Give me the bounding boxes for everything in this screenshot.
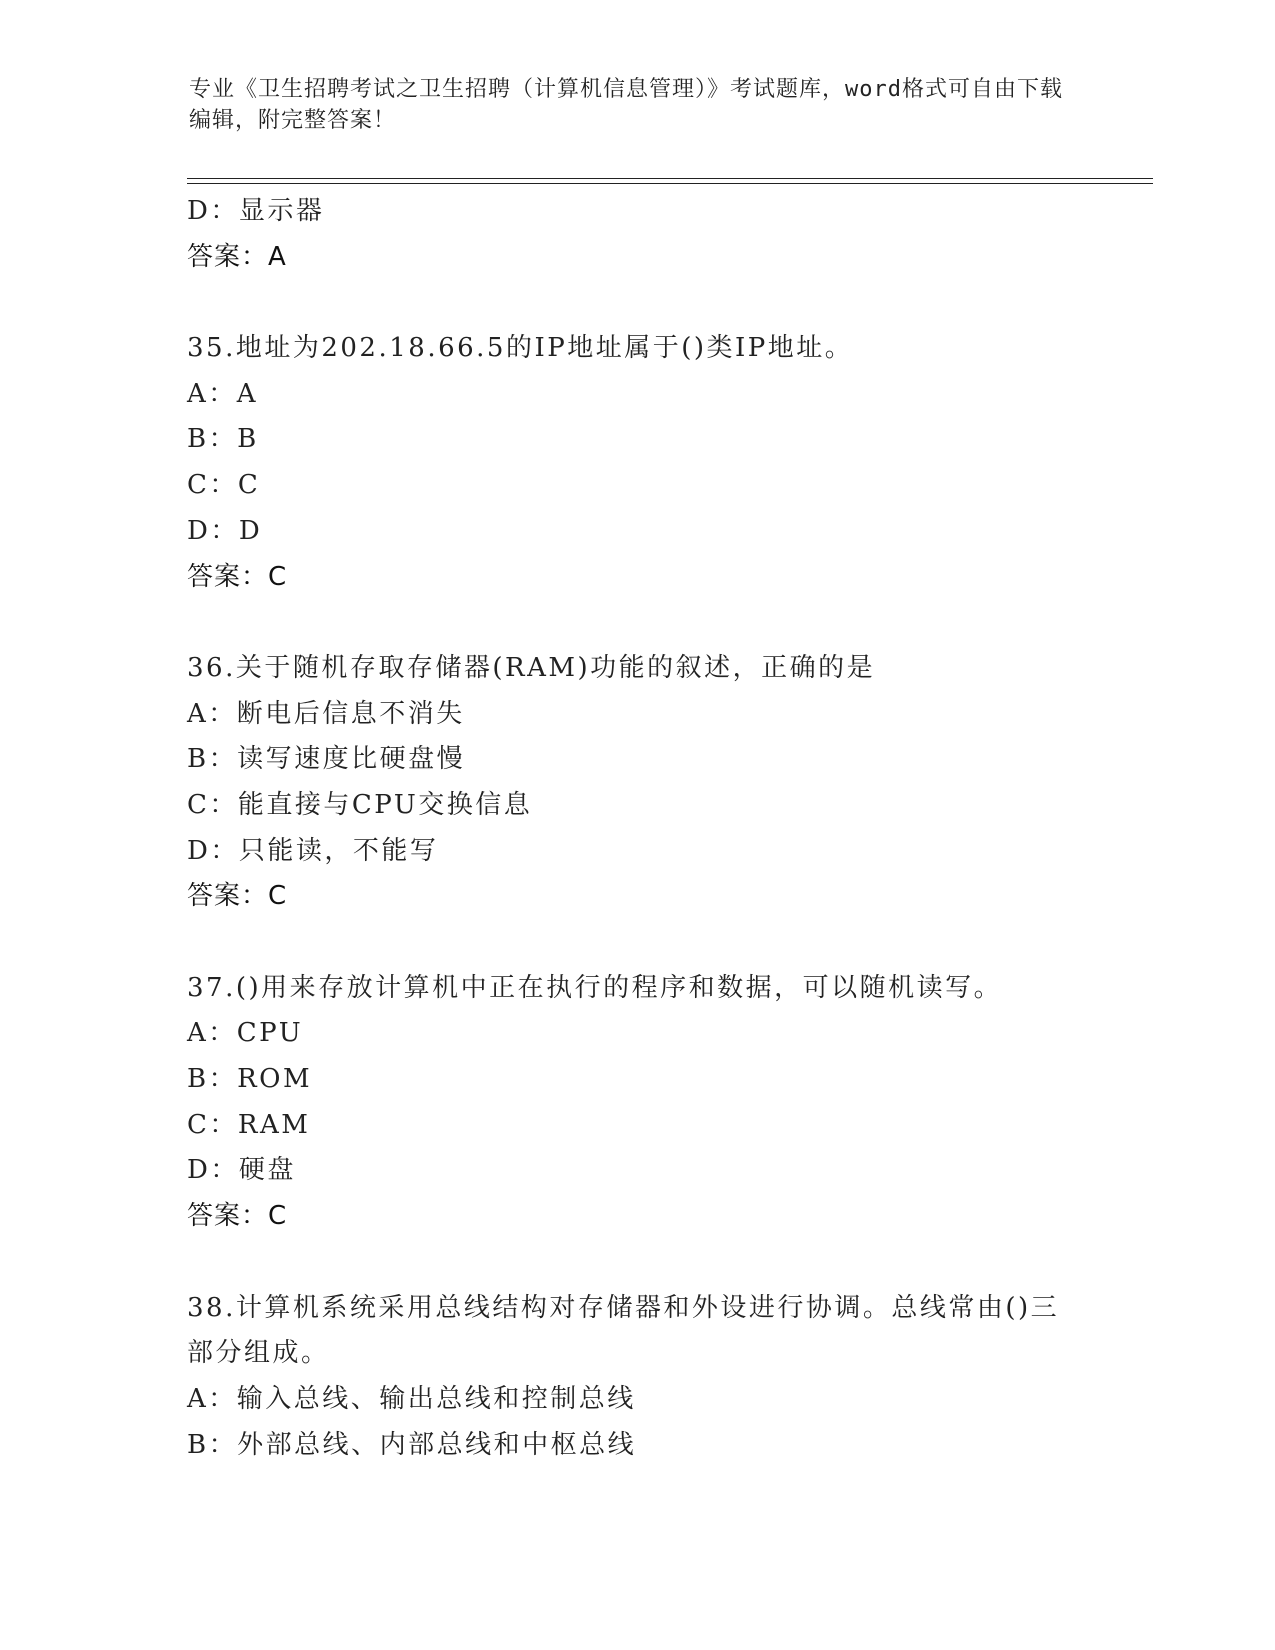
option-d: D：D <box>187 515 263 546</box>
question-stem: 37.()用来存放计算机中正在执行的程序和数据，可以随机读写。 <box>187 972 1003 1003</box>
option-c: C：RAM <box>187 1109 311 1140</box>
option-b: B：外部总线、内部总线和中枢总线 <box>187 1429 637 1460</box>
question-stem: 35.地址为202.18.66.5的IP地址属于()类IP地址。 <box>187 333 854 364</box>
question-content <box>187 189 1087 1468</box>
option-d: D：硬盘 <box>187 1155 296 1186</box>
option-a: A：A <box>187 378 259 409</box>
question-stem: 38.计算机系统采用总线结构对存储器和外设进行协调。总线常由()三部分组成。 <box>187 1292 1060 1369</box>
option-b: B：ROM <box>187 1064 313 1095</box>
spacer <box>187 1240 1087 1286</box>
option-c: C：能直接与CPU交换信息 <box>187 789 533 820</box>
option-a: A：断电后信息不消失 <box>187 698 465 729</box>
spacer <box>187 600 1087 646</box>
option-b: B：B <box>187 424 259 455</box>
option-a: A：输入总线、输出总线和控制总线 <box>187 1383 636 1414</box>
option-c: C：C <box>187 470 261 501</box>
header-rule-top <box>187 178 1153 179</box>
option-b: B：读写速度比硬盘慢 <box>187 744 466 775</box>
document-header: 专业《卫生招聘考试之卫生招聘（计算机信息管理）》考试题库，word格式可自由下载编辑，附完整答案！ <box>189 77 1063 133</box>
option-a: A：CPU <box>187 1018 304 1049</box>
question-stem: 36.关于随机存取存储器(RAM)功能的叙述，正确的是 <box>187 652 876 683</box>
spacer <box>187 280 1087 326</box>
answer: 答案：C <box>187 1201 288 1232</box>
answer: 答案：A <box>187 241 287 272</box>
option-d: D：只能读，不能写 <box>187 835 439 866</box>
answer: 答案：C <box>187 561 288 592</box>
header-rule-bottom <box>187 183 1153 184</box>
answer: 答案：C <box>187 881 288 912</box>
spacer <box>187 920 1087 966</box>
option-d: D：显示器 <box>187 196 325 226</box>
